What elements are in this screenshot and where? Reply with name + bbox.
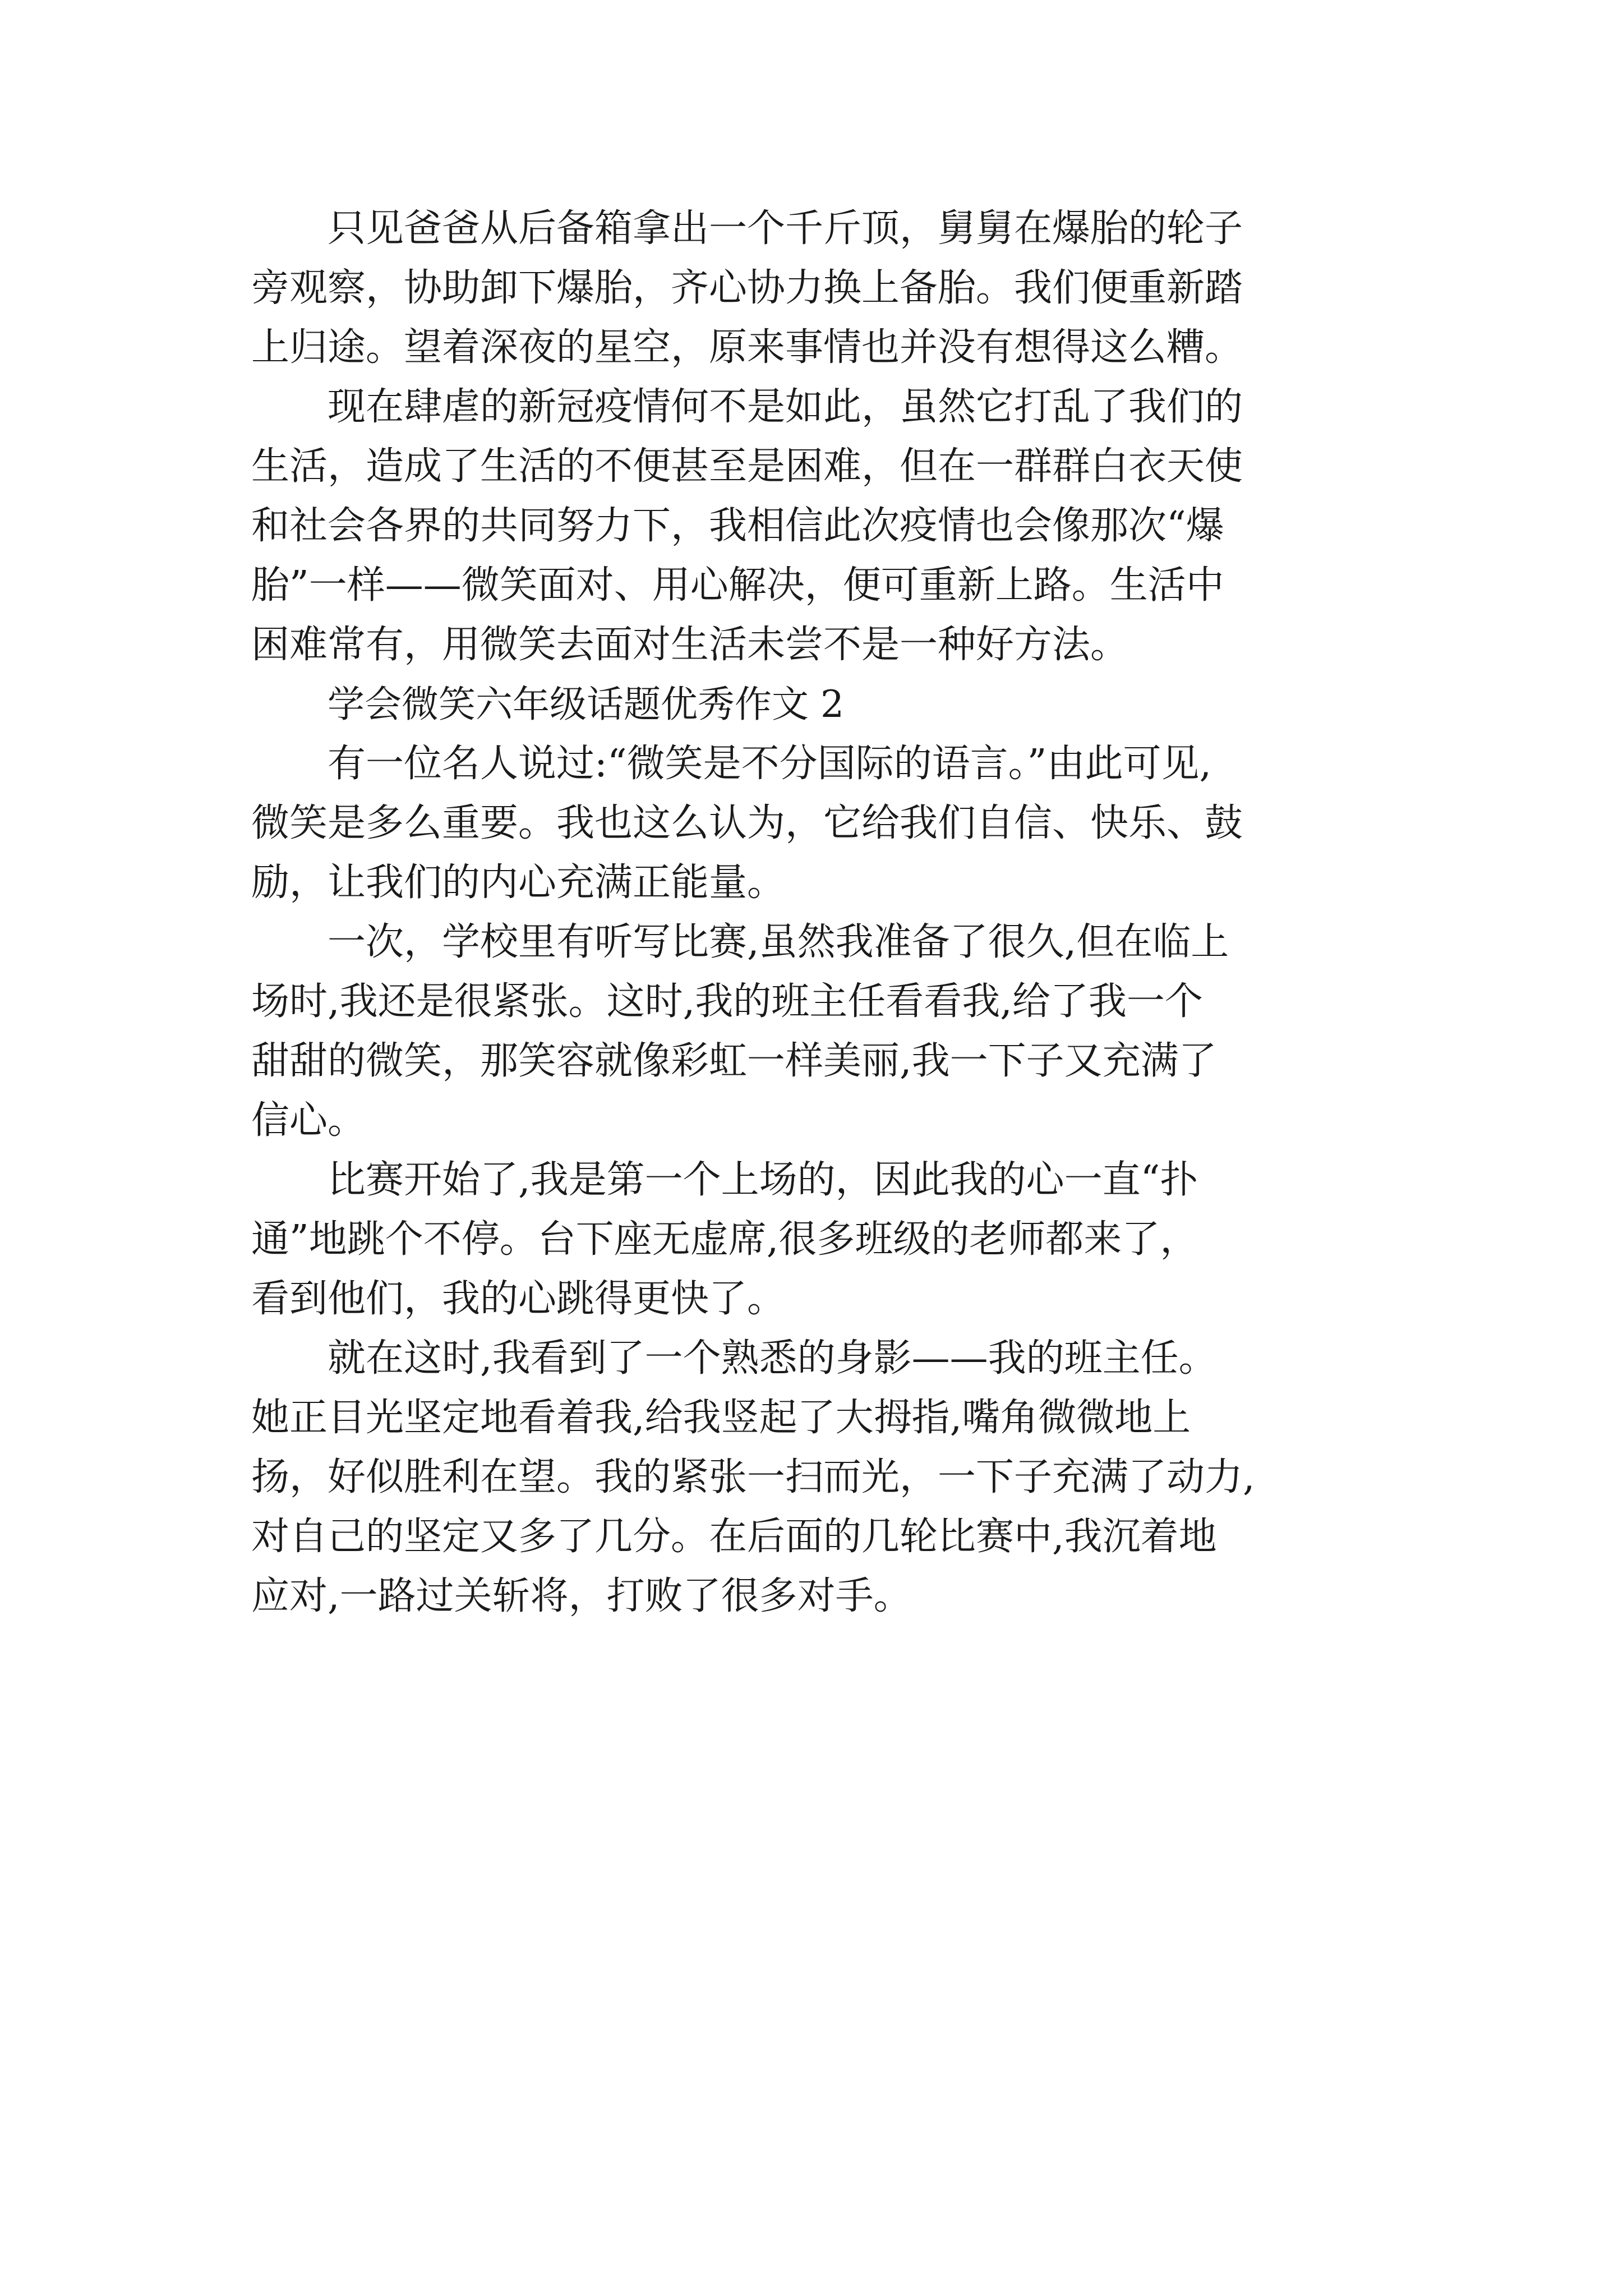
text-line: 和社会各界的共同努力下，我相信此次疫情也会像那次“爆 [251, 504, 1224, 548]
paragraph-6 [251, 1329, 1392, 1626]
text-line: 她正目光坚定地看着我,给我竖起了大拇指,嘴角微微地上 [251, 1396, 1191, 1440]
text-line: 现在肆虐的新冠疫情何不是如此，虽然它打乱了我们的 [328, 385, 1243, 429]
text-line: 看到他们，我的心跳得更快了。 [251, 1277, 786, 1321]
text-line: 扬，好似胜利在望。我的紧张一扫而光，一下子充满了动力, [251, 1455, 1255, 1499]
text-line: 场时,我还是很紧张。这时,我的班主任看看我,给了我一个 [251, 979, 1203, 1024]
text-line: 就在这时,我看到了一个熟悉的身影——我的班主任。 [328, 1336, 1217, 1381]
text-line: 比赛开始了,我是第一个上场的，因此我的心一直“扑 [328, 1158, 1198, 1202]
text-line: 旁观察，协助卸下爆胎，齐心协力换上备胎。我们便重新踏 [251, 266, 1243, 310]
text-line: 信心。 [251, 1098, 366, 1143]
text-line: 一次，学校里有听写比赛,虽然我准备了很久,但在临上 [328, 920, 1229, 964]
text-line: 生活，造成了生活的不便甚至是困难，但在一群群白衣天使 [251, 444, 1243, 489]
document-body [251, 199, 1392, 1626]
title-line: 学会微笑六年级话题优秀作文 2 [328, 683, 844, 726]
text-line: 困难常有，用微笑去面对生活未尝不是一种好方法。 [251, 623, 1129, 667]
text-line: 有一位名人说过:“微笑是不分国际的语言。”由此可见, [328, 742, 1212, 786]
paragraph-2 [251, 378, 1392, 675]
paragraph-3 [251, 734, 1392, 913]
text-line: 胎”一样——微笑面对、用心解决，便可重新上路。生活中 [251, 563, 1224, 608]
paragraph-4 [251, 913, 1392, 1151]
paragraph-1 [251, 199, 1392, 378]
text-line: 甜甜的微笑，那笑容就像彩虹一样美丽,我一下子又充满了 [251, 1039, 1217, 1083]
essay-title [251, 675, 1392, 734]
paragraph-5 [251, 1151, 1392, 1329]
text-line: 对自己的坚定又多了几分。在后面的几轮比赛中,我沉着地 [251, 1515, 1217, 1559]
text-line: 上归途。望着深夜的星空，原来事情也并没有想得这么糟。 [251, 325, 1243, 370]
text-line: 通”地跳个不停。台下座无虚席,很多班级的老师都来了， [251, 1217, 1198, 1262]
text-line: 应对,一路过关斩将，打败了很多对手。 [251, 1574, 912, 1618]
text-line: 励，让我们的内心充满正能量。 [251, 861, 786, 905]
text-line: 微笑是多么重要。我也这么认为，它给我们自信、快乐、鼓 [251, 801, 1243, 845]
text-line: 只见爸爸从后备箱拿出一个千斤顶，舅舅在爆胎的轮子 [328, 206, 1243, 251]
